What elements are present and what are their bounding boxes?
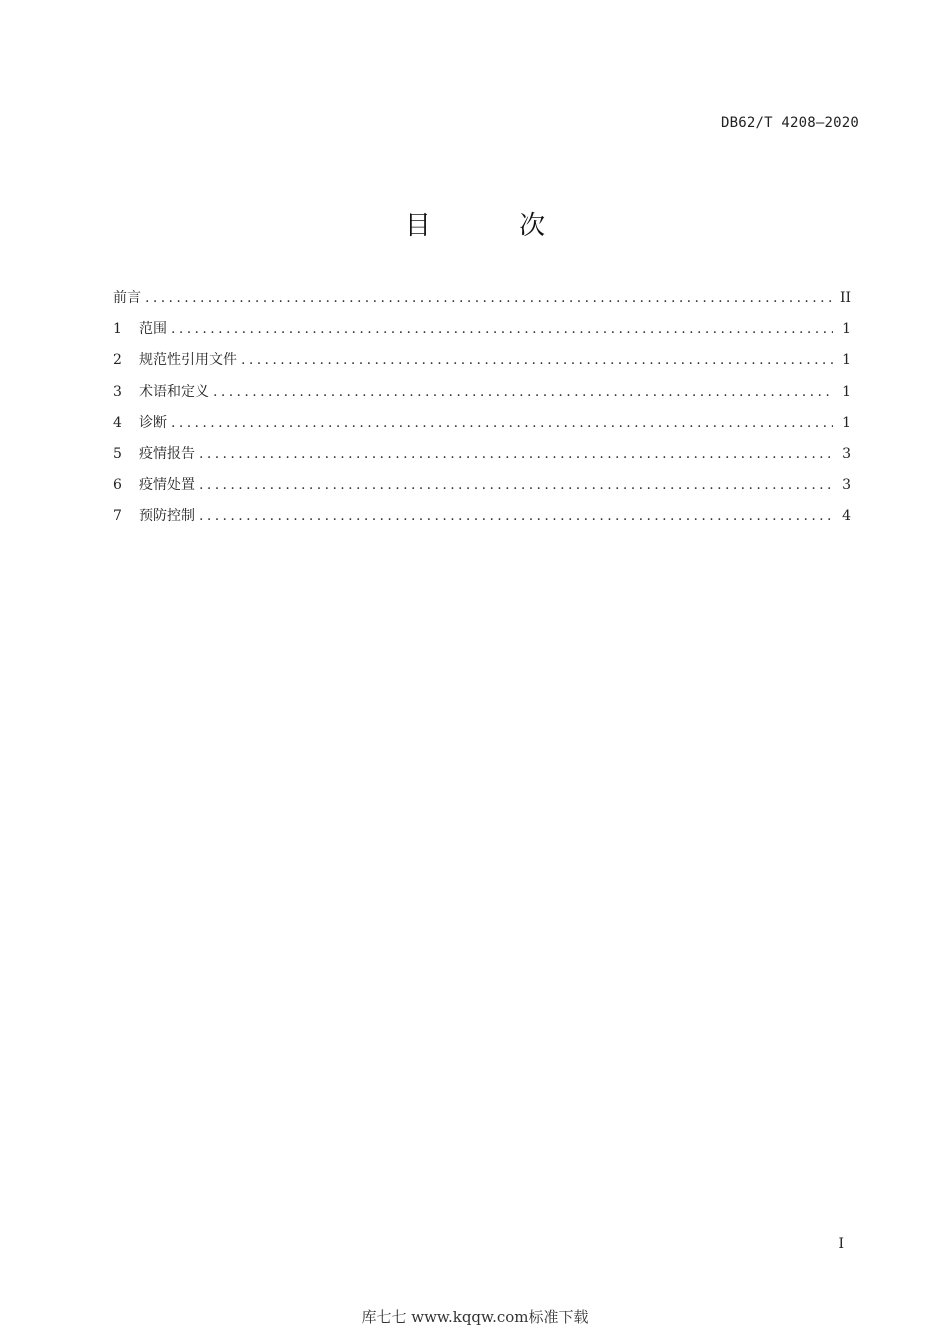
toc-entry-label: 预防控制 bbox=[139, 508, 195, 525]
toc-entry-page: 1 bbox=[842, 352, 851, 369]
toc-entry-label: 术语和定义 bbox=[139, 383, 209, 400]
toc-entry-page: 1 bbox=[842, 414, 851, 431]
toc-list bbox=[113, 288, 851, 538]
download-watermark: 库七七 www.kqqw.com标准下载 bbox=[361, 1308, 589, 1326]
toc-entry-page: 3 bbox=[842, 477, 851, 494]
toc-entry-page: 4 bbox=[842, 508, 851, 525]
toc-entry-scope[interactable] bbox=[113, 319, 851, 350]
toc-entry-diagnosis[interactable] bbox=[113, 413, 851, 444]
toc-entry-page: 1 bbox=[842, 321, 851, 338]
toc-entry-number: 2 bbox=[113, 352, 122, 369]
toc-entry-label: 诊断 bbox=[139, 414, 167, 431]
toc-dot-leader bbox=[199, 506, 833, 526]
toc-entry-number: 7 bbox=[113, 508, 122, 525]
toc-entry-label: 疫情处置 bbox=[139, 477, 195, 494]
toc-entry-number: 1 bbox=[113, 321, 122, 338]
toc-dot-leader bbox=[171, 413, 833, 433]
toc-title: 目 次 bbox=[404, 211, 586, 241]
toc-entry-page: 3 bbox=[842, 445, 851, 462]
toc-entry-page: 1 bbox=[842, 383, 851, 400]
toc-entry-epidemic-disposal[interactable] bbox=[113, 475, 851, 506]
toc-dot-leader bbox=[199, 475, 833, 495]
toc-entry-label: 规范性引用文件 bbox=[139, 352, 237, 369]
toc-entry-foreword[interactable] bbox=[113, 288, 851, 319]
toc-dot-leader bbox=[171, 319, 833, 339]
toc-entry-normative-references[interactable] bbox=[113, 350, 851, 381]
toc-entry-number: 4 bbox=[113, 414, 122, 431]
toc-entry-number: 3 bbox=[113, 383, 122, 400]
toc-dot-leader bbox=[145, 288, 833, 308]
toc-entry-epidemic-report[interactable] bbox=[113, 444, 851, 475]
document-code: DB62/T 4208—2020 bbox=[720, 115, 859, 131]
toc-entry-number: 6 bbox=[113, 477, 122, 494]
toc-dot-leader bbox=[241, 350, 833, 370]
toc-entry-page: II bbox=[839, 290, 851, 306]
toc-entry-prevention-control[interactable] bbox=[113, 506, 851, 537]
toc-entry-label: 疫情报告 bbox=[139, 445, 195, 462]
toc-dot-leader bbox=[199, 444, 833, 464]
toc-entry-terms-definitions[interactable] bbox=[113, 382, 851, 413]
toc-entry-number: 5 bbox=[113, 445, 122, 462]
page-number: I bbox=[838, 1236, 844, 1252]
toc-entry-label: 范围 bbox=[139, 321, 167, 338]
toc-dot-leader bbox=[213, 382, 833, 402]
toc-entry-label: 前言 bbox=[113, 290, 141, 306]
